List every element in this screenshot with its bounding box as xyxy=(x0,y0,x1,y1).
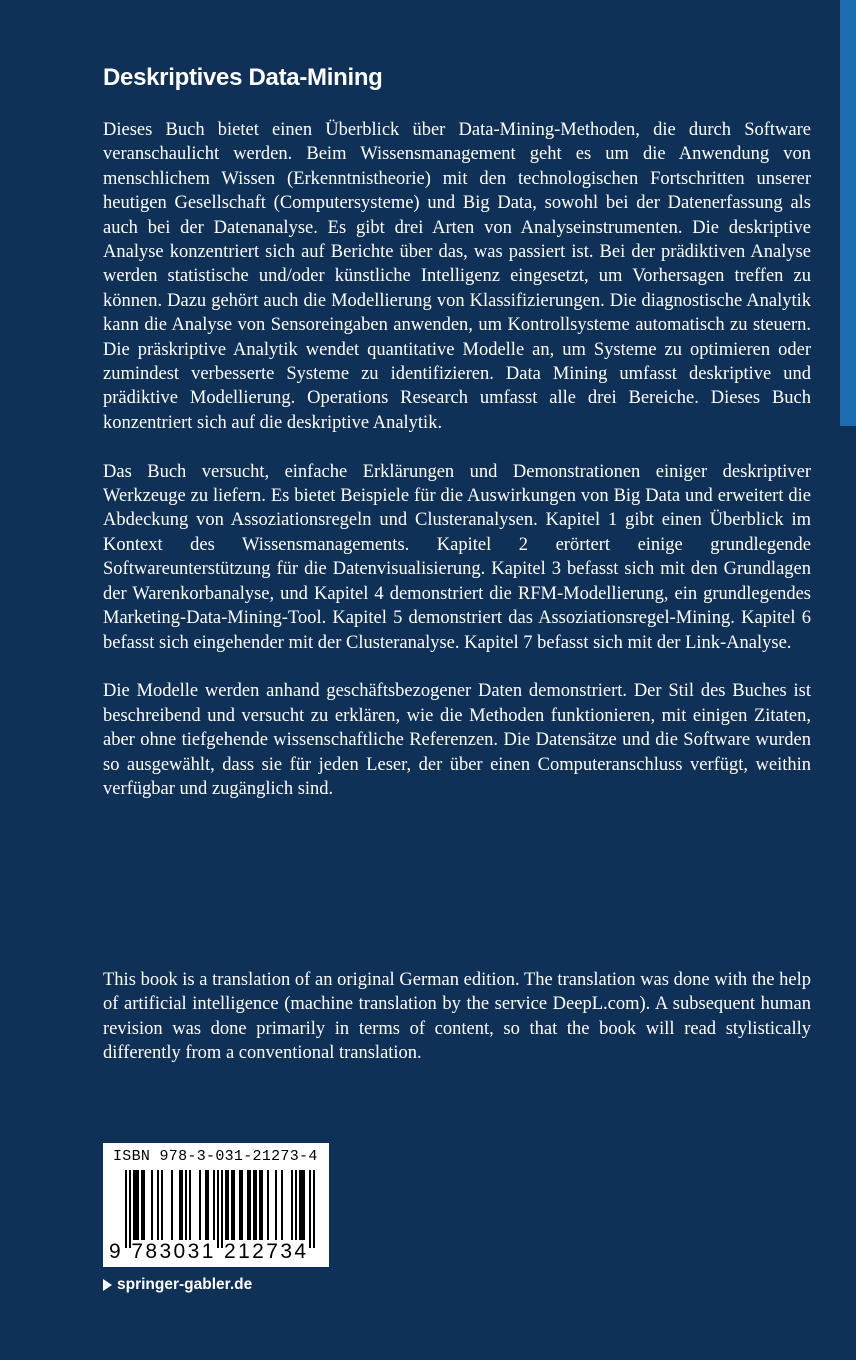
barcode-bar xyxy=(135,1170,137,1240)
spine-accent-strip xyxy=(840,0,856,426)
barcode-bar xyxy=(161,1170,163,1240)
barcode-bar xyxy=(179,1170,181,1240)
blurb-paragraph-1: Dieses Buch bietet einen Überblick über Data-Mining-Methoden, die durch Software veranschaulicht werden. Beim Wissensmanagement geht es um die Anwendung von menschlichem Wissen (Erkenntnistheorie) mit den technologischen Fortschritten unserer heutigen Gesellschaft (Computersysteme) und Big Data, sowohl bei der Datenerfassung als auch bei der Datenanalyse. Es gibt drei Arten von Analyseinstrumenten. Die deskriptive Analyse konzentriert sich auf Berichte über das, was passiert ist. Bei der prädiktiven Analyse werden statistische und/oder künstliche Intelligenz eingesetzt, um Vorhersagen treffen zu können. Dazu gehört auch die Modellierung von Klassifizierungen. Die diagnostische Analytik kann die Analyse von Sensoreingaben anwenden, um Kontrollsysteme automatisch zu steuern. Die präskriptive Analytik wendet quantitative Modelle an, um Systeme zu optimieren oder zumindest verbesserte Systeme zu identifizieren. Data Mining umfasst deskriptive und prädiktive Modellierung. Operations Research umfasst alle drei Bereiche. Dieses Buch konzentriert sich auf die deskriptive Analytik. xyxy=(103,120,811,433)
barcode-bar xyxy=(157,1170,159,1240)
barcode-bar xyxy=(217,1170,219,1248)
barcode-bar xyxy=(225,1170,227,1240)
blurb-paragraph-2: Das Buch versucht, einfache Erklärungen und Demonstrationen einiger deskriptiver Werkzeuge zu liefern. Es bietet Beispiele für die Auswirkungen von Big Data und erweitert die Abdeckung von Assoziationsregeln und Clusteranalysen. Kapitel 1 gibt einen Überblick im Kontext des Wissensmanagements. Kapitel 2 erörtert einige grundlegende Softwareunterstützung für die Datenvisualisierung. Kapitel 3 befasst sich mit den Grundlagen der Warenkorbanalyse, und Kapitel 4 demonstriert die RFM-Modellierung, ein grundlegendes Marketing-Data-Mining-Tool. Kapitel 5 demonstriert das Assoziationsregel-Mining. Kapitel 6 befasst sich eingehender mit der Clusteranalyse. Kapitel 7 befasst sich mit der Link-Analyse. xyxy=(103,461,811,653)
barcode-bar xyxy=(189,1170,191,1240)
barcode-bar xyxy=(205,1170,207,1240)
barcode-bar xyxy=(313,1170,315,1248)
barcode-bar xyxy=(141,1170,143,1240)
barcode-bar xyxy=(239,1170,241,1240)
publisher-url: springer-gabler.de xyxy=(117,1276,253,1293)
barcode-bar xyxy=(185,1170,187,1240)
barcode-bar xyxy=(249,1170,251,1240)
barcode-bar xyxy=(233,1170,235,1240)
barcode-bar xyxy=(137,1170,139,1240)
barcode-bar xyxy=(181,1170,183,1240)
translation-note: This book is a translation of an original German edition. The translation was done with the help of artificial intelligence (machine translation by the service DeepL.com). A subsequent human revision was done primarily in terms of content, so that the book will read stylistically differently from a conventional translation. xyxy=(103,970,811,1064)
barcode-bar xyxy=(207,1170,209,1240)
barcode-bar xyxy=(227,1170,229,1240)
blurb-paragraph-3: Die Modelle werden anhand geschäftsbezogener Daten demonstriert. Der Stil des Buches ist beschreibend und versucht zu erklären, wie die Methoden funktionieren, mit einigen Zitaten, aber ohne tiefgehende wissenschaftliche Referenzen. Die Datensätze und die Software wurden so ausgewählt, dass sie für jeden Leser, der über einen Computeranschluss verfügt, weithin verfügbar und zugänglich sind. xyxy=(103,681,811,799)
barcode-bar xyxy=(261,1170,263,1240)
barcode-bar xyxy=(301,1170,303,1240)
barcode-bar xyxy=(171,1170,173,1240)
barcode-bar xyxy=(255,1170,257,1240)
barcode-bar xyxy=(295,1170,297,1240)
barcode-bar xyxy=(151,1170,153,1240)
barcode-bar xyxy=(275,1170,277,1240)
barcode-bar xyxy=(241,1170,243,1240)
barcode-bar xyxy=(133,1170,135,1240)
barcode-bar xyxy=(199,1170,201,1240)
book-title: Deskriptives Data-Mining xyxy=(103,64,383,91)
barcode-bar xyxy=(281,1170,283,1240)
triangle-arrow-icon xyxy=(103,1279,112,1291)
barcode-bar xyxy=(309,1170,311,1248)
barcode-bar xyxy=(299,1170,301,1240)
barcode-bar xyxy=(259,1170,261,1240)
isbn-label: ISBN 978-3-031-21273-4 xyxy=(113,1148,318,1165)
ean-digits: 9 783031 212734 xyxy=(109,1240,309,1263)
barcode-bar xyxy=(291,1170,293,1240)
barcode-bar xyxy=(213,1170,215,1240)
barcode-bar xyxy=(247,1170,249,1240)
isbn-barcode xyxy=(103,1143,329,1267)
publisher-link[interactable] xyxy=(103,1276,252,1294)
barcode-bar xyxy=(221,1170,223,1248)
back-cover-text xyxy=(103,62,811,826)
barcode-bar xyxy=(143,1170,145,1240)
barcode-bar xyxy=(267,1170,269,1240)
barcode-bar xyxy=(129,1170,131,1248)
barcode-bar xyxy=(303,1170,305,1240)
barcode-bar xyxy=(231,1170,233,1240)
barcode-bar xyxy=(253,1170,255,1240)
barcode-bar xyxy=(125,1170,127,1248)
